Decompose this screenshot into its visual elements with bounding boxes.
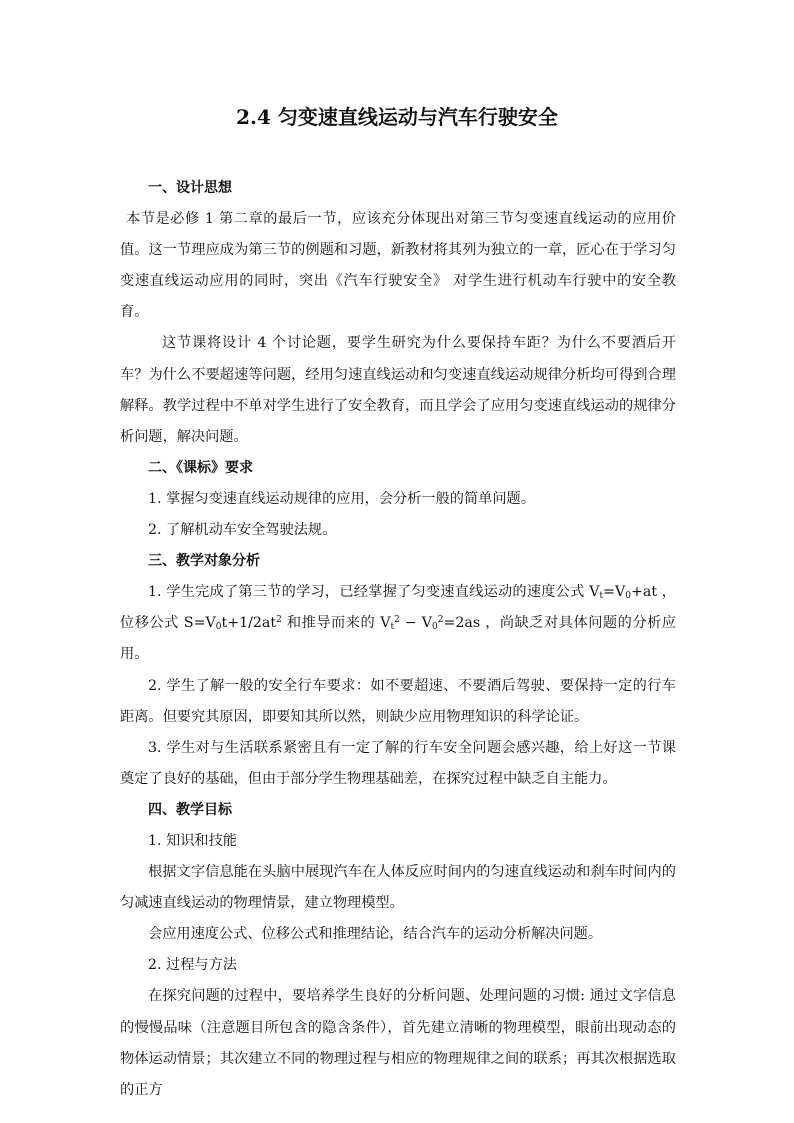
paragraph: 会应用速度公式、位移公式和推理结论，结合汽车的运动分析解决问题。 (148, 926, 603, 943)
page-title: 2.4 匀变速直线运动与汽车行驶安全 (236, 105, 558, 129)
paragraph: 2. 学生了解一般的安全行车要求：如不要超速、不要酒后驾驶、要保持一定的行车距离。但要究其原因，即要知其所以然，则缺少应用物理知识的科学论证。 (120, 677, 676, 725)
paragraph: 在探究问题的过程中，要培养学生良好的分析问题、处理问题的习惯: 通过文字信息的慢慢品味（注意题目所包含的隐含条件），首先建立清晰的物理模型，眼前出现动态的物体运动情景；其次建立不同的物理过程与相应的物理规律之间的联系；再其次根据选取的正方 (120, 988, 676, 1098)
paragraph: 3. 学生对与生活联系紧密且有一定了解的行车安全问题会感兴趣，给上好这一节课奠定了良好的基础，但由于部分学生物理基础差，在探究过程中缺乏自主能力。 (120, 739, 676, 787)
subheading: 2. 过程与方法 (148, 957, 237, 974)
section-heading-standards: 二、《课标》要求 (148, 459, 253, 476)
subheading: 1. 知识和技能 (148, 832, 237, 849)
paragraph: 这节课将设计 4 个讨论题，要学生研究为什么要保持车距？为什么不要酒后开车？为什么不要超速等问题，经用匀速直线运动和匀变速直线运动规律分析均可得到合理解释。教学过程中不单对学生进行了安全教育，而且学会了应用匀变速直线运动的规律分析问题，解决问题。 (120, 335, 676, 445)
paragraph: 本节是必修 1 第二章的最后一节，应该充分体现出对第三节匀变速直线运动的应用价值。这一节理应成为第三节的例题和习题，新教材将其列为独立的一章，匠心在于学习匀变速直线运动应用的同时，突出《汽车行驶安全》 对学生进行机动车行驶中的安全教育。 (120, 211, 676, 321)
list-item: 2. 了解机动车安全驾驶法规。 (148, 522, 337, 539)
section-heading-design: 一、设计思想 (148, 180, 232, 196)
paragraph: 根据文字信息能在头脑中展现汽车在人体反应时间内的匀速直线运动和刹车时间内的匀减速直线运动的物理情景，建立物理模型。 (120, 864, 676, 912)
formula-paragraph: 1. 学生完成了第三节的学习，已经掌握了匀变速直线运动的速度公式 $V_t=V_0+at$ ，位移公式 $S=V_0t+1/2at^2$ 和推导而来的 $V_t^2 - V_0^2=2as$ ，尚缺乏对具体问题的分析应用。 (120, 584, 676, 663)
document-body (120, 173, 676, 1106)
list-item: 1. 掌握匀变速直线运动规律的应用，会分析一般的简单问题。 (148, 490, 535, 507)
section-heading-analysis: 三、教学对象分析 (148, 553, 260, 570)
section-heading-goals: 四、教学目标 (148, 801, 232, 818)
